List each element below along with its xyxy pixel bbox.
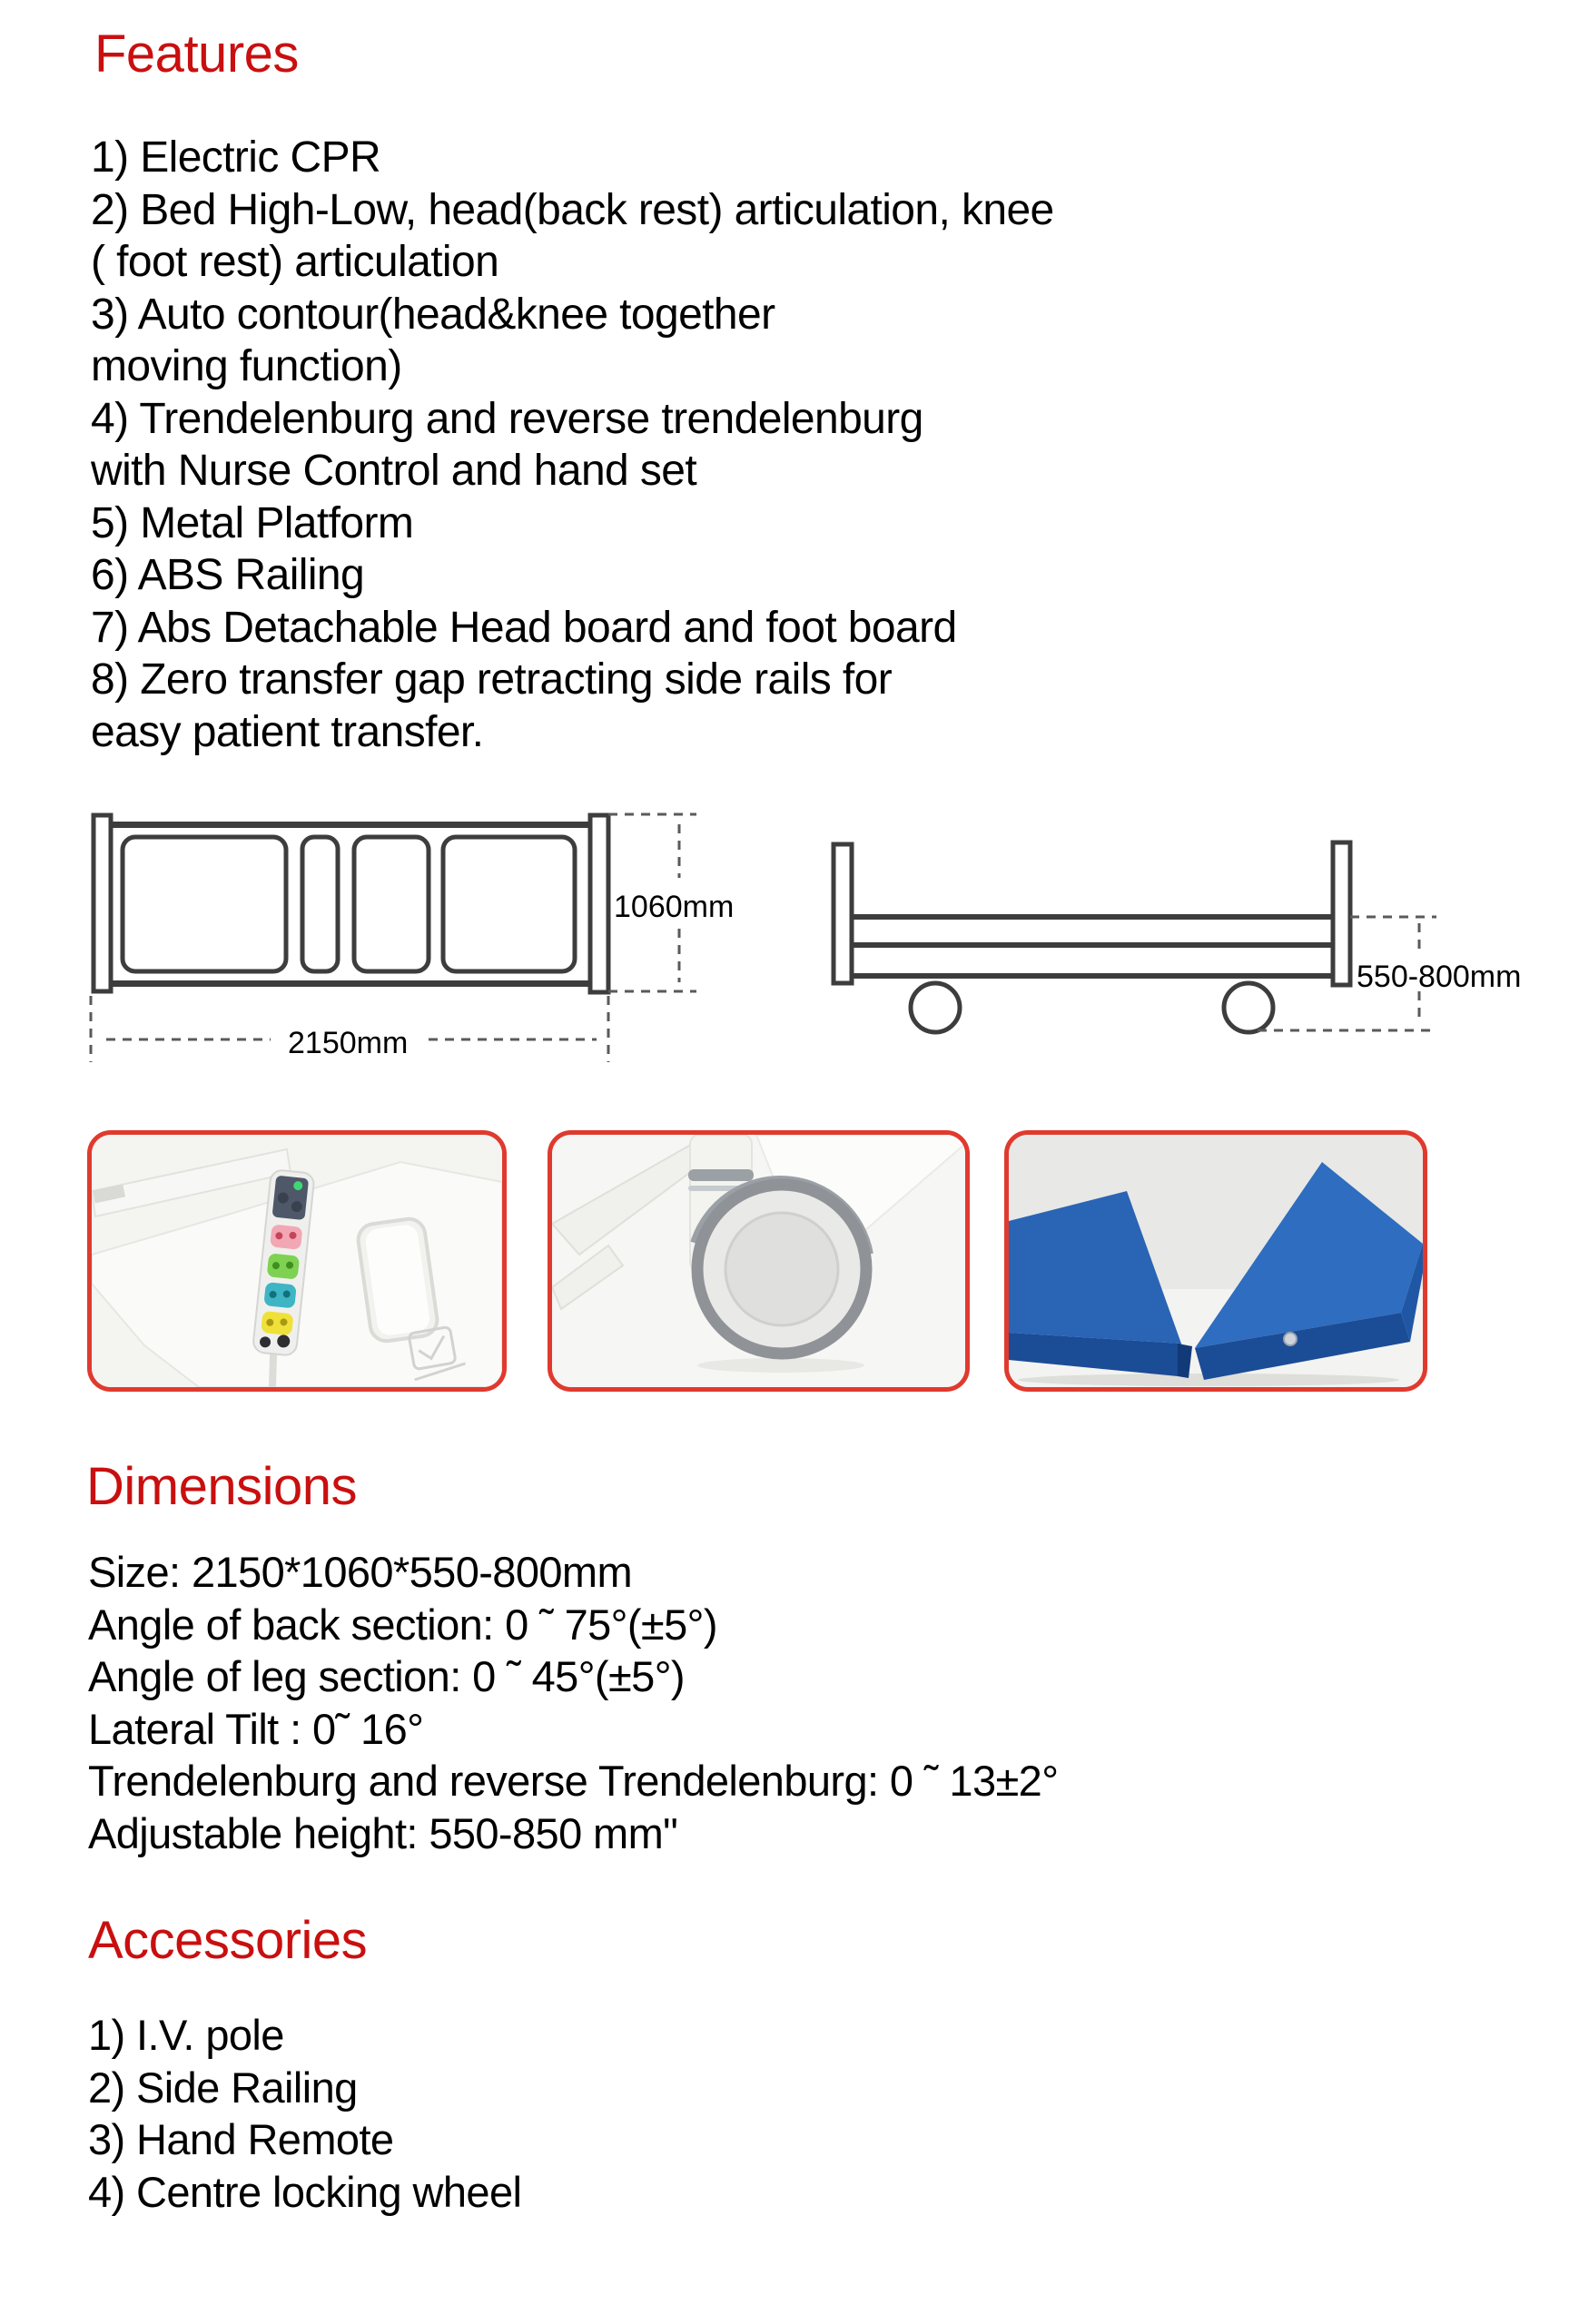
top-view-dimension-lines: [91, 814, 696, 1062]
feature-line: 5) Metal Platform: [91, 498, 414, 547]
side-view-rail-1: [852, 914, 1333, 920]
accessory-line: 4) Centre locking wheel: [88, 2167, 522, 2216]
feature-line: 3) Auto contour(head&knee together: [91, 290, 775, 339]
photo-nurse-control-panel: [87, 1130, 507, 1392]
side-view-dimension-lines: [1258, 917, 1437, 1030]
photo-caster-wheel: [548, 1130, 970, 1392]
platform-section-back: [123, 837, 286, 971]
feature-line: 4) Trendelenburg and reverse trendelenburg: [91, 394, 923, 443]
accessory-line: 1) I.V. pole: [88, 2011, 284, 2059]
side-view-diagram: [834, 842, 1350, 1032]
dimension-line: Angle of back section: 0 ˜ 75°(±5°): [88, 1600, 717, 1649]
dimension-line: Adjustable height: 550-850 mm": [88, 1808, 678, 1857]
dimension-line: Trendelenburg and reverse Trendelenburg: 0 ˜ 13±2°: [88, 1757, 1059, 1805]
folding-mattress-illustration: [1009, 1135, 1423, 1387]
photo-folding-mattress: [1004, 1130, 1427, 1392]
side-view-wheel-right: [1224, 983, 1273, 1032]
dimension-line: Lateral Tilt : 0˜ 16°: [88, 1704, 424, 1753]
caster-wheel-hub: [725, 1213, 838, 1325]
accessory-line: 3) Hand Remote: [88, 2115, 394, 2163]
nurse-control-panel-illustration: [92, 1135, 502, 1387]
side-view-wheel-left: [911, 983, 960, 1032]
feature-line: moving function): [91, 342, 402, 390]
pendant-top-module: [272, 1176, 310, 1221]
feature-line: 2) Bed High-Low, head(back rest) articulation, knee: [91, 185, 1054, 234]
caster-wheel-illustration: [552, 1135, 965, 1387]
top-view-diagram: [94, 815, 608, 992]
top-view-left-post: [94, 815, 111, 991]
features-title: Features: [94, 25, 299, 84]
top-view-bottom-rail: [111, 980, 590, 987]
accessory-line: 2) Side Railing: [88, 2063, 358, 2112]
top-view-top-rail: [111, 822, 590, 828]
platform-section-knee: [354, 837, 429, 971]
features-list: [91, 132, 1054, 758]
side-view-rail-2: [852, 942, 1333, 948]
dimension-line: Size: 2150*1060*550-800mm: [88, 1548, 633, 1596]
feature-line: 8) Zero transfer gap retracting side rails for: [91, 655, 893, 704]
feature-line: 1) Electric CPR: [91, 133, 381, 182]
dimension-line: Angle of leg section: 0 ˜ 45°(±5°): [88, 1652, 685, 1700]
platform-section-foot: [443, 837, 575, 971]
feature-line: ( foot rest) articulation: [91, 238, 499, 286]
dimensions-title: Dimensions: [86, 1457, 357, 1516]
feature-line: with Nurse Control and hand set: [91, 447, 697, 495]
side-view-right-post: [1333, 842, 1350, 985]
platform-section-seat: [302, 837, 338, 971]
side-view-left-post: [834, 844, 852, 983]
mattress-button: [1284, 1333, 1297, 1345]
width-dimension-label: 1060mm: [614, 890, 735, 924]
height-range-dimension-label: 550-800mm: [1357, 960, 1522, 994]
feature-line: 6) ABS Railing: [91, 551, 365, 599]
feature-line: 7) Abs Detachable Head board and foot board: [91, 603, 957, 652]
side-view-rail-3: [852, 973, 1333, 979]
accessories-title: Accessories: [88, 1911, 368, 1970]
handle-cutout: [356, 1216, 439, 1343]
feature-line: easy patient transfer.: [91, 707, 484, 756]
top-view-right-post: [590, 815, 608, 992]
length-dimension-label: 2150mm: [288, 1026, 409, 1060]
accessories-list: [88, 2009, 521, 2218]
dimensions-list: [88, 1546, 1058, 1859]
